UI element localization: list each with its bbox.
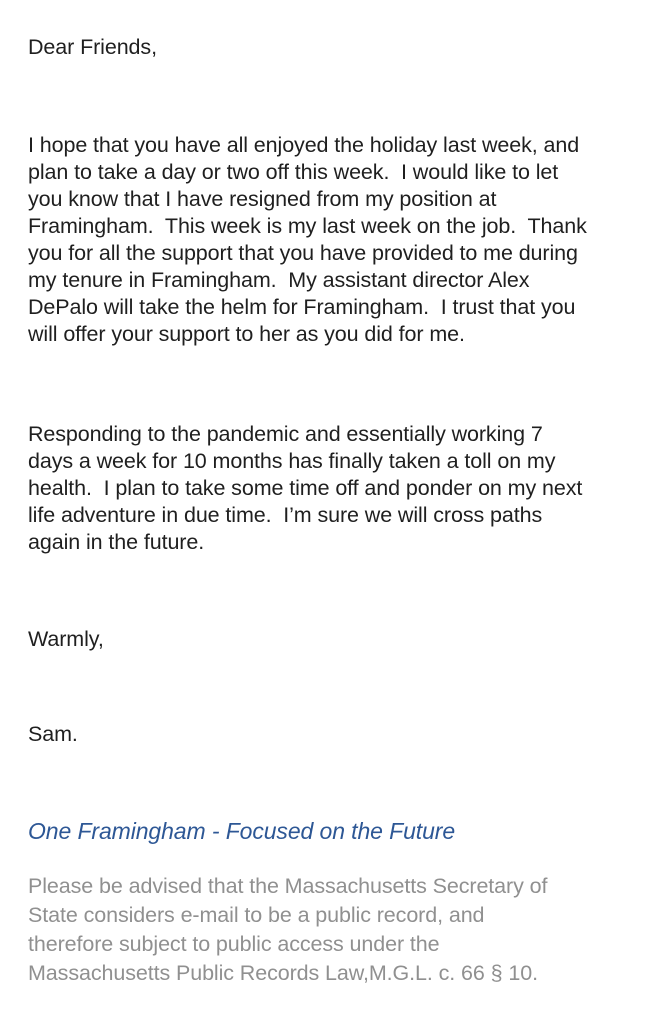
text-line: State considers e-mail to be a public record, and (28, 903, 485, 927)
salutation: Dear Friends, (28, 35, 157, 59)
text-line: plan to take a day or two off this week. I would like to let (28, 160, 559, 184)
text-line: I hope that you have all enjoyed the holiday last week, and (28, 133, 580, 157)
text-line: will offer your support to her as you did for me. (28, 322, 465, 346)
text-line: my tenure in Framingham. My assistant director Alex (28, 268, 530, 292)
public-records-disclaimer (28, 872, 645, 988)
text-line: health. I plan to take some time off and ponder on my next (28, 476, 583, 500)
signature-tagline: One Framingham - Focused on the Future (28, 818, 456, 844)
paragraph-resignation (28, 132, 645, 348)
text-line: Framingham. This week is my last week on the job. Thank (28, 214, 587, 238)
paragraph-health (28, 421, 645, 556)
signature: Sam. (28, 722, 78, 746)
text-line: Please be advised that the Massachusetts Secretary of (28, 874, 548, 898)
text-line: days a week for 10 months has finally taken a toll on my (28, 449, 556, 473)
text-line: Massachusetts Public Records Law,M.G.L. c. 66 § 10. (28, 961, 538, 985)
text-line: DePalo will take the helm for Framingham. I trust that you (28, 295, 576, 319)
text-line: therefore subject to public access under the (28, 932, 440, 956)
text-line: again in the future. (28, 530, 205, 554)
text-line: you for all the support that you have provided to me during (28, 241, 578, 265)
text-line: life adventure in due time. I’m sure we will cross paths (28, 503, 543, 527)
text-line: you know that I have resigned from my position at (28, 187, 497, 211)
closing: Warmly, (28, 627, 104, 651)
text-line: Responding to the pandemic and essentially working 7 (28, 422, 543, 446)
